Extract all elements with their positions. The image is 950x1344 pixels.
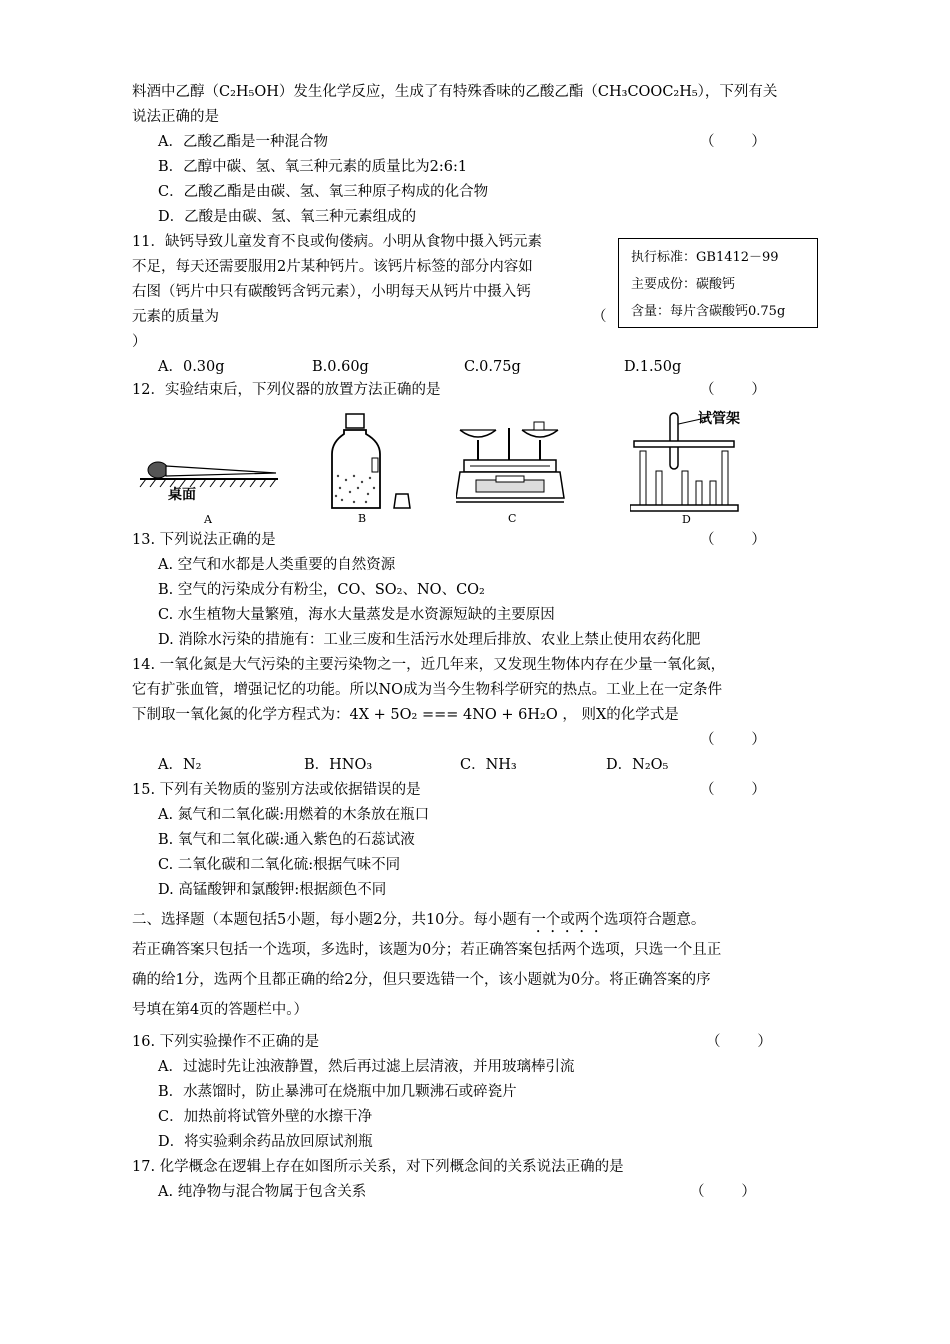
label-content: 含量：每片含碳酸钙0.75g: [631, 304, 786, 319]
q13-stem: 13. 下列说法正确的是: [132, 532, 276, 548]
q10-option-c: C．乙酸乙酯是由碳、氢、氧三种原子构成的化合物: [158, 184, 489, 200]
figure-c-caption: C: [508, 512, 517, 524]
q16-option-d: D．将实验剩余药品放回原试剂瓶: [158, 1134, 373, 1150]
q16-answer-paren: （ ）: [706, 1034, 772, 1050]
q11-option-c: C.0.75g: [464, 359, 521, 375]
q13-option-d: D. 消除水污染的措施有：工业三废和生活污水处理后排放、农业上禁止使用农药化肥: [158, 632, 701, 648]
q15-option-d: D. 高锰酸钾和氯酸钾:根据颜色不同: [158, 882, 387, 898]
q15-option-b: B. 氧气和二氧化碳:通入紫色的石蕊试液: [158, 832, 415, 848]
q15-option-a: A. 氮气和二氧化碳:用燃着的木条放在瓶口: [158, 807, 430, 823]
q15-answer-paren: （ ）: [700, 782, 766, 798]
q15-stem: 15. 下列有关物质的鉴别方法或依据错误的是: [132, 782, 421, 798]
figure-a-dropper-on-desk: [138, 455, 283, 525]
section2-intro-line4: 号填在第4页的答题栏中。）: [132, 1002, 308, 1018]
q11-option-a: A．0.30g: [158, 359, 225, 375]
q11-option-d: D.1.50g: [624, 359, 682, 375]
q14-option-d: D．N₂O₅: [606, 757, 669, 773]
emphasis-one-or-two: 一个或两个: [531, 912, 604, 928]
q16-option-b: B．水蒸馏时，防止暴沸可在烧瓶中加几颗沸石或碎瓷片: [158, 1084, 517, 1100]
q10-answer-paren: （ ）: [700, 134, 766, 150]
calcium-label-box: [618, 238, 818, 328]
q16-option-a: A．过滤时先让浊液静置，然后再过滤上层清液，并用玻璃棒引流: [158, 1059, 575, 1075]
q10-option-b: B．乙醇中碳、氢、氧三种元素的质量比为2:6:1: [158, 159, 468, 175]
q14-option-c: C．NH₃: [460, 757, 517, 773]
q10-option-d: D．乙酸是由碳、氢、氧三种元素组成的: [158, 209, 417, 225]
q13-option-a: A. 空气和水都是人类重要的自然资源: [158, 557, 396, 573]
q17-answer-paren: （ ）: [690, 1184, 756, 1200]
section2-intro-line1: 二、选择题（本题包括5小题，每小题2分，共10分。每小题有一个或两个选项符合题意。: [132, 912, 706, 928]
q14-stem-line1: 14. 一氧化氮是大气污染的主要污染物之一，近几年来，又发现生物体内存在少量一氧化氮，: [132, 657, 726, 673]
q13-option-c: C. 水生植物大量繁殖，海水大量蒸发是水资源短缺的主要原因: [158, 607, 555, 623]
q10-option-a: A．乙酸乙酯是一种混合物: [158, 134, 328, 150]
figure-d-test-tube-rack: [630, 405, 760, 525]
q11-stem-line1: 11．缺钙导致儿童发育不良或佝偻病。小明从食物中摄入钙元素: [132, 234, 542, 250]
q11-paren-open: （: [592, 309, 607, 325]
q11-stem-line4: 元素的质量为: [132, 309, 219, 325]
q17-option-a: A. 纯净物与混合物属于包含关系: [158, 1184, 367, 1200]
rack-label: 试管架: [698, 411, 740, 427]
q14-stem-line3: 下制取一氧化氮的化学方程式为：4X + 5O₂ === 4NO + 6H₂O ， 则X的化学式是: [132, 707, 679, 723]
figure-b-caption: B: [358, 512, 367, 524]
q13-option-b: B. 空气的污染成分有粉尘，CO、SO₂、NO、CO₂: [158, 582, 485, 598]
q16-stem: 16. 下列实验操作不正确的是: [132, 1034, 320, 1050]
q15-option-c: C. 二氧化碳和二氧化硫:根据气味不同: [158, 857, 401, 873]
q16-option-c: C．加热前将试管外壁的水擦干净: [158, 1109, 373, 1125]
figure-b-reagent-bottle: [328, 412, 418, 524]
q14-answer-paren: （ ）: [700, 732, 766, 748]
q14-option-a: A．N₂: [158, 757, 202, 773]
q10-stem-line2: 说法正确的是: [132, 109, 219, 125]
q12-answer-paren: （ ）: [700, 382, 766, 398]
q11-stem-line2: 不足，每天还需要服用2片某种钙片。该钙片标签的部分内容如: [132, 259, 533, 275]
label-standard: 执行标准：GB1412－99: [631, 250, 779, 265]
q17-stem: 17. 化学概念在逻辑上存在如图所示关系，对下列概念间的关系说法正确的是: [132, 1159, 624, 1175]
q11-option-b: B.0.60g: [312, 359, 369, 375]
q14-stem-line2: 它有扩张血管，增强记忆的功能。所以NO成为当今生物科学研究的热点。工业上在一定条件: [132, 682, 723, 698]
q11-stem-line3: 右图（钙片中只有碳酸钙含钙元素），小明每天从钙片中摄入钙: [132, 284, 531, 300]
q14-option-b: B．HNO₃: [304, 757, 373, 773]
q11-paren-close: ）: [132, 334, 147, 350]
figure-c-balance: [456, 420, 568, 524]
q13-answer-paren: （ ）: [700, 532, 766, 548]
q12-stem: 12．实验结束后，下列仪器的放置方法正确的是: [132, 382, 441, 398]
section2-intro-line3: 确的给1分，选两个且都正确的给2分，但只要选错一个，该小题就为0分。将正确答案的序: [132, 972, 711, 988]
figure-a-caption: A: [204, 513, 212, 525]
label-ingredient: 主要成份：碳酸钙: [631, 277, 736, 292]
desk-label: 桌面: [168, 487, 196, 503]
section2-intro-line2: 若正确答案只包括一个选项，多选时，该题为0分；若正确答案包括两个选项，只选一个且正: [132, 942, 722, 958]
figure-d-caption: D: [682, 513, 691, 525]
q10-stem-line1: 料酒中乙醇（C₂H₅OH）发生化学反应，生成了有特殊香味的乙酸乙酯（CH₃COOC₂H₅），下列有关: [132, 84, 778, 100]
